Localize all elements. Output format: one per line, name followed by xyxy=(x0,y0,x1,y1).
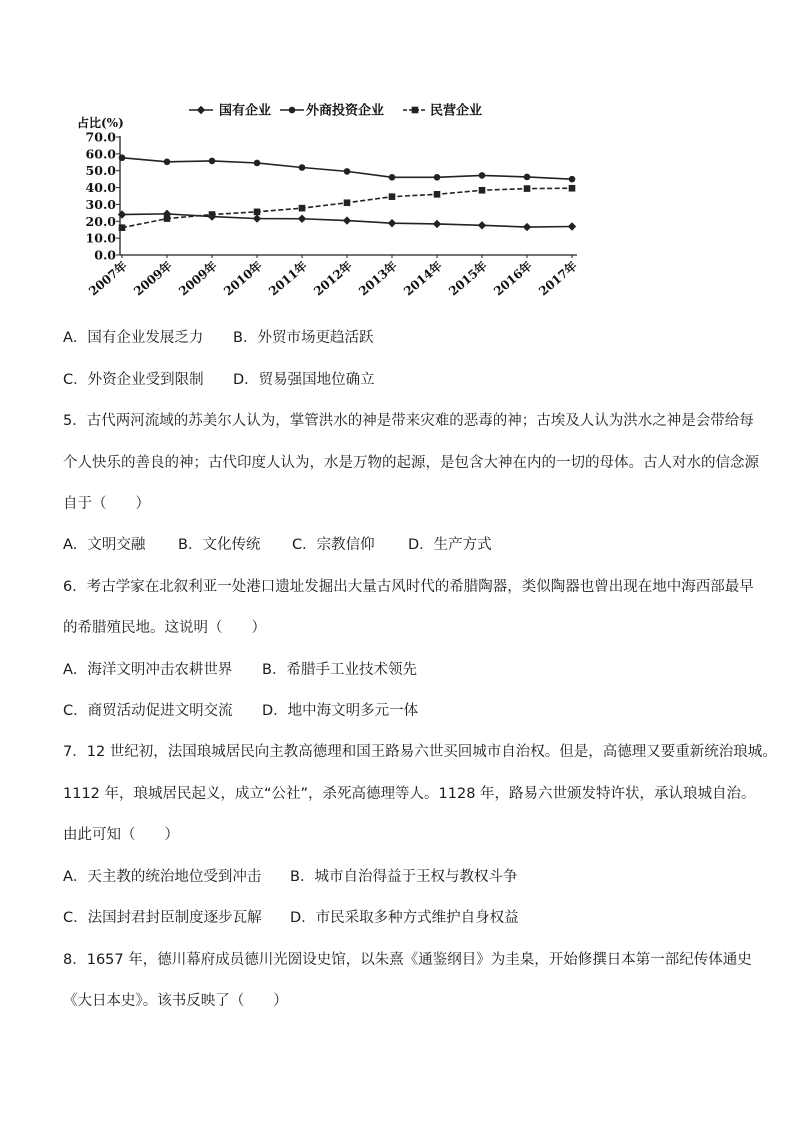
q4-option-a: A．国有企业发展乏力 xyxy=(63,330,204,346)
y-tick-label: 10.0 xyxy=(85,230,116,246)
legend-label: 外商投资企业 xyxy=(306,103,385,119)
q6-stem-line: 6．考古学家在北叙利亚一处港口遗址发掘出大量古风时代的希腊陶器，类似陶器也曾出现在地中海西部最早 xyxy=(63,579,754,595)
legend-marker xyxy=(412,107,419,114)
series-2-point xyxy=(299,164,306,171)
series-1-point xyxy=(523,223,531,231)
x-tick-label: 2015年 xyxy=(446,258,490,299)
q4-option-d: D．贸易强国地位确立 xyxy=(233,372,375,388)
series-2-point xyxy=(164,158,171,165)
legend-label: 民营企业 xyxy=(430,103,483,119)
series-3-point xyxy=(434,191,441,198)
y-axis-title: 占比(%) xyxy=(77,116,124,130)
series-3-point xyxy=(569,185,576,192)
series-1-point xyxy=(298,215,306,223)
q4-option-c: C．外资企业受到限制 xyxy=(63,372,204,388)
series-1-point xyxy=(433,220,441,228)
series-1-point xyxy=(343,216,351,224)
x-tick-label: 2017年 xyxy=(536,258,580,299)
series-1-point xyxy=(118,210,126,218)
q7-stem-line: 1112 年，琅城居民起义，成立“公社”，杀死高德理等人。1128 年，路易六世颁发特许状，承认琅城自治。 xyxy=(63,786,756,802)
line-chart xyxy=(0,0,600,305)
series-2-point xyxy=(209,158,216,165)
x-tick-label: 2011年 xyxy=(266,258,310,299)
x-tick-label: 2009年 xyxy=(176,258,220,299)
q5-stem-line: 5．古代两河流域的苏美尔人认为，掌管洪水的神是带来灾难的恶毒的神；古埃及人认为洪水之神是会带给每 xyxy=(63,413,754,429)
series-2 xyxy=(119,154,576,182)
series-2-point xyxy=(344,168,351,175)
series-3-point xyxy=(119,224,126,231)
q6-option-c: C．商贸活动促进文明交流 xyxy=(63,703,233,719)
q7-option-d: D．市民采取多种方式维护自身权益 xyxy=(290,910,519,926)
q7-option-c: C．法国封君封臣制度逐步瓦解 xyxy=(63,910,262,926)
series-2-point xyxy=(254,160,261,167)
q6-option-d: D．地中海文明多元一体 xyxy=(262,703,419,719)
series-2-point xyxy=(479,172,486,179)
q5-stem-line: 自于（ ） xyxy=(63,496,150,512)
y-tick-label: 60.0 xyxy=(85,146,116,162)
x-tick-label: 2016年 xyxy=(491,258,535,299)
y-tick-label: 70.0 xyxy=(85,129,116,145)
y-axis-ticks xyxy=(86,130,120,263)
series-3-point xyxy=(209,211,216,218)
series-2-point xyxy=(389,174,396,181)
q6-option-a: A．海洋文明冲击农耕世界 xyxy=(63,662,233,678)
q4-option-b: B．外贸市场更趋活跃 xyxy=(233,330,374,346)
series-3-point xyxy=(524,185,531,192)
q7-stem-line: 由此可知（ ） xyxy=(63,827,179,843)
y-tick-label: 40.0 xyxy=(85,180,116,196)
q6-option-b: B．希腊手工业技术领先 xyxy=(262,662,417,678)
q7-stem-line: 7．12 世纪初，法国琅城居民向主教高德理和国王路易六世买回城市自治权。但是，高德理又要重新统治琅城。 xyxy=(63,744,777,760)
y-tick-label: 30.0 xyxy=(85,196,116,212)
series-1-point xyxy=(478,221,486,229)
q7-option-a: A．天主教的统治地位受到冲击 xyxy=(63,869,262,885)
legend-marker xyxy=(197,106,205,114)
series-1 xyxy=(118,210,576,232)
legend-item xyxy=(189,103,271,119)
q5-option-c: C．宗教信仰 xyxy=(292,537,375,553)
series-3-point xyxy=(254,209,261,216)
q5-option-a: A．文明交融 xyxy=(63,537,146,553)
q6-stem-line: 的希腊殖民地。这说明（ ） xyxy=(63,620,266,636)
legend-marker xyxy=(289,107,296,114)
q8-stem-line: 8．1657 年，德川幕府成员德川光圀设史馆，以朱熹《通鉴纲目》为圭臬，开始修撰日本第一部纪传体通史 xyxy=(63,952,752,968)
series-2-point xyxy=(569,176,576,183)
x-tick-label: 2010年 xyxy=(221,258,265,299)
q5-stem-line: 个人快乐的善良的神；古代印度人认为，水是万物的起源，是包含大神在内的一切的母体。古人对水的信念源 xyxy=(63,455,759,471)
y-tick-label: 0.0 xyxy=(94,247,116,263)
series-3-point xyxy=(299,205,306,212)
legend-label: 国有企业 xyxy=(219,103,272,119)
series-3-point xyxy=(389,193,396,200)
x-axis-ticks xyxy=(86,255,580,298)
series-3-point xyxy=(164,215,171,222)
x-tick-label: 2014年 xyxy=(401,258,445,299)
x-tick-label: 2012年 xyxy=(311,258,355,299)
y-tick-label: 20.0 xyxy=(85,213,116,229)
y-tick-label: 50.0 xyxy=(85,163,116,179)
series-1-point xyxy=(568,222,576,230)
legend-item xyxy=(403,103,482,119)
legend-item xyxy=(280,103,384,119)
x-tick-label: 2013年 xyxy=(356,258,400,299)
q5-option-b: B．文化传统 xyxy=(178,537,261,553)
q8-stem-line: 《大日本史》。该书反映了（ ） xyxy=(63,993,288,1009)
q5-option-d: D．生产方式 xyxy=(408,537,492,553)
q7-option-b: B．城市自治得益于王权与教权斗争 xyxy=(290,869,518,885)
series-2-point xyxy=(524,174,531,181)
series-2-point xyxy=(434,174,441,181)
series-3-point xyxy=(479,187,486,194)
series-3-point xyxy=(344,199,351,206)
series-1-point xyxy=(388,219,396,227)
series-1-point xyxy=(253,214,261,222)
x-tick-label: 2007年 xyxy=(86,258,130,299)
series-2-point xyxy=(119,154,126,161)
x-tick-label: 2009年 xyxy=(131,258,175,299)
legend xyxy=(189,103,482,119)
